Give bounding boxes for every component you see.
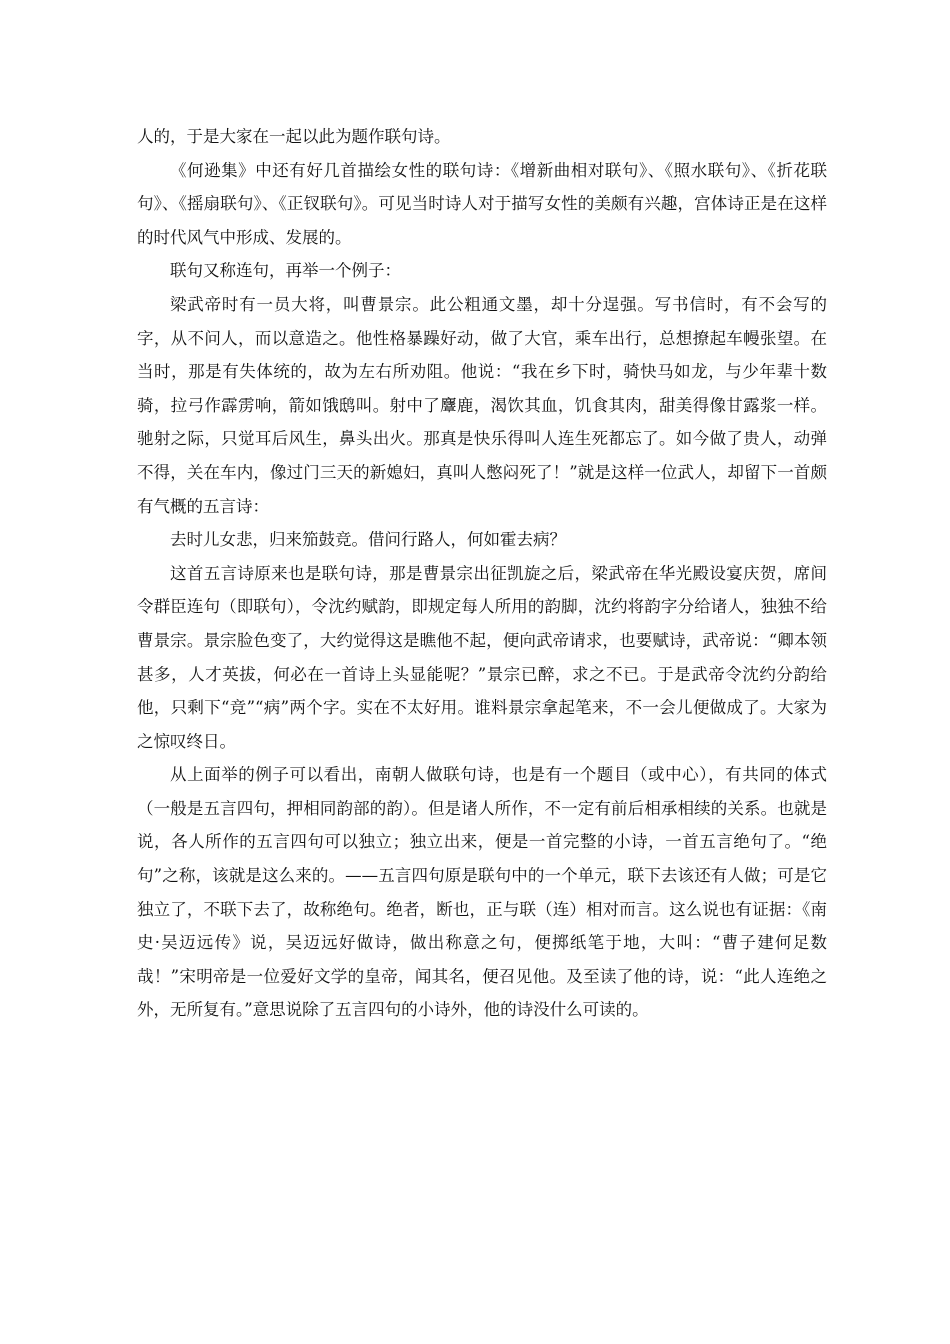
- paragraph-hexun-collection: 《何逊集》中还有好几首描绘女性的联句诗：《增新曲相对联句》、《照水联句》、《折花联句》、《摇扇联句》、《正钗联句》。可见当时诗人对于描写女性的美颇有兴趣，宫体诗正是在这样的时代风气中形成、发展的。: [137, 160, 827, 247]
- paragraph-cao-jingzong-story: 梁武帝时有一员大将，叫曹景宗。此公粗通文墨，却十分逞强。写书信时，有不会写的字，从不问人，而以意造之。他性格暴躁好动，做了大官，乘车出行，总想撩起车幔张望。在当时，那是有失体统的，故为左右所劝阻。他说：“我在乡下时，骑快马如龙，与少年辈十数骑，拉弓作霹雳响，箭如饿鸱叫。射中了麞鹿，渴饮其血，饥食其肉，甜美得像甘露浆一样。驰射之际，只觉耳后风生，鼻头出火。那真是快乐得叫人连生死都忘了。如今做了贵人，动弹不得，关在车内，像过门三天的新媳妇，真叫人憋闷死了！”就是这样一位武人，却留下一首颇有气概的五言诗：: [137, 294, 827, 516]
- document-body: [137, 120, 827, 1027]
- paragraph-banquet-story: 这首五言诗原来也是联句诗，那是曹景宗出征凯旋之后，梁武帝在华光殿设宴庆贺，席间令群臣连句（即联句），令沈约赋韵，即规定每人所用的韵脚，沈约将韵字分给诸人，独独不给曹景宗。景宗脸色变了，大约觉得这是瞧他不起，便向武帝请求，也要赋诗，武帝说：“卿本领甚多，人才英拔，何必在一首诗上头显能呢？”景宗已醉，求之不已。于是武帝令沈约分韵给他，只剩下“竞”“病”两个字。实在不太好用。谁料景宗拿起笔来，不一会儿便做成了。大家为之惊叹终日。: [137, 563, 827, 751]
- paragraph-poem: 去时儿女悲，归来笳鼓竞。借问行路人，何如霍去病？: [170, 530, 566, 550]
- paragraph-jueju-origin: 从上面举的例子可以看出，南朝人做联句诗，也是有一个题目（或中心），有共同的体式（一般是五言四句，押相同韵部的韵）。但是诸人所作，不一定有前后相承相续的关系。也就是说，各人所作的五言四句可以独立；独立出来，便是一首完整的小诗，一首五言绝句了。“绝句”之称，该就是这么来的。——五言四句原是联句中的一个单元，联下去该还有人做；可是它独立了，不联下去了，故称绝句。绝者，断也，正与联（连）相对而言。这么说也有证据：《南史·吴迈远传》说，吴迈远好做诗，做出称意之句，便掷纸笔于地，大叫：“曹子建何足数哉！”宋明帝是一位爱好文学的皇帝，闻其名，便召见他。及至读了他的诗，说：“此人连绝之外，无所复有。”意思说除了五言四句的小诗外，他的诗没什么可读的。: [137, 765, 827, 1020]
- paragraph-lianju-intro: 联句又称连句，再举一个例子：: [170, 261, 401, 281]
- paragraph-continuation: 人的，于是大家在一起以此为题作联句诗。: [137, 127, 451, 146]
